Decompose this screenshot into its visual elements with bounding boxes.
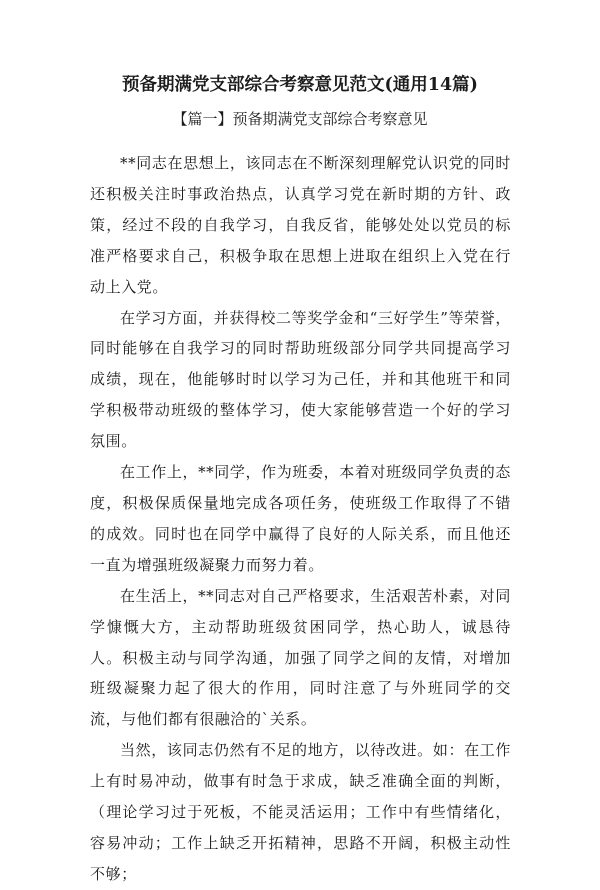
document-title: 预备期满党支部综合考察意见范文(通用14篇): [122, 75, 478, 95]
paragraph-study: 在学习方面，并获得校二等奖学金和“三好学生”等荣誉，同时能够在自我学习的同时帮助班级部分同学共同提高学习成绩，现在，他能够时时以学习为己任，并和其他班干和同学积极带动班级的整体学习，使大家能够营造一个好的学习氛围。: [90, 308, 511, 451]
paragraph-work: 在工作上，**同学，作为班委，本着对班级同学负责的态度，积极保质保量地完成各项任务，使班级工作取得了不错的成效。同时也在同学中赢得了良好的人际关系，而且他还一直为增强班级凝聚力而努力着。: [90, 463, 511, 574]
paragraph-thought: **同志在思想上，该同志在不断深刻理解党认识党的同时还积极关注时事政治热点，认真学习党在新时期的方针、政策，经过不段的自我学习，自我反省，能够处处以党员的标准严格要求自己，积极争取在思想上进取在组织上入党在行动上入党。: [90, 154, 511, 296]
paragraph-life: 在生活上，**同志对自己严格要求，生活艰苦朴素，对同学慷慨大方，主动帮助班级贫困同学，热心助人，诚恳待人。积极主动与同学沟通，加强了同学之间的友情，对增加班级凝聚力起了很大的作用，同时注意了与外班同学的交流，与他们都有很融洽的`关系。: [90, 586, 511, 729]
section-heading: 【篇一】预备期满党支部综合考察意见: [172, 110, 428, 128]
paragraph-shortcomings: 当然，该同志仍然有不足的地方，以待改进。如：在工作上有时易冲动，做事有时急于求成，缺乏准确全面的判断，（理论学习过于死板，不能灵活运用；工作中有些情绪化，容易冲动；工作上缺乏开拓精神，思路不开阔，积极主动性不够；: [90, 741, 511, 883]
document-body: [90, 148, 511, 890]
